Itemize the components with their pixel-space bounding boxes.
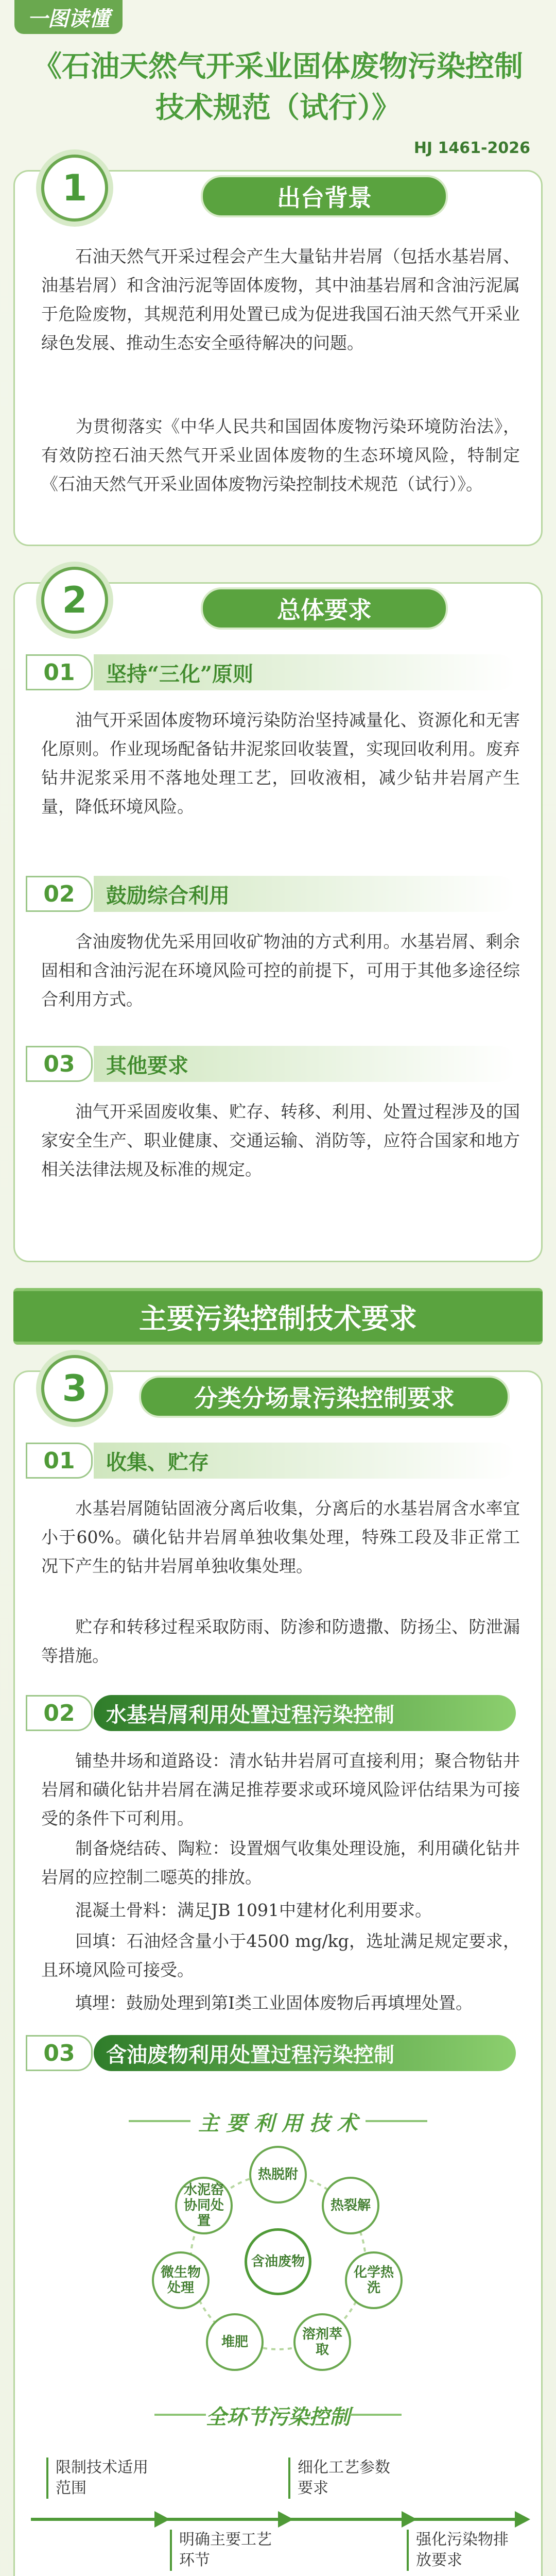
item-3-1-number: 01	[26, 1443, 93, 1479]
item-3-2-number: 02	[26, 1695, 93, 1731]
flow-title-line-left	[154, 2414, 206, 2416]
tech-title-line-right	[366, 2120, 427, 2122]
item-3-2-text-5	[41, 1989, 520, 2018]
item-2-2-number: 02	[26, 876, 93, 912]
item-3-2-body-3: 混凝土骨料：满足JB 1091中建材化利用要求。	[75, 1900, 432, 1920]
section-3-number: 3	[41, 1355, 108, 1422]
section-1-text-1: 石油天然气开采过程会产生大量钻井岩屑（包括水基岩屑、油基岩屑）和含油污泥等固体废物，其中油基岩屑和含油污泥属于危险废物，其规范利用处置已成为促进我国石油天然气开采业绿色发展、推动生态安全亟待解决的问题。	[41, 246, 520, 353]
flow-step-3: 细化工艺参数要求	[288, 2458, 391, 2499]
tech-circle-2: 热裂解	[322, 2177, 379, 2234]
item-2-3-title: 其他要求	[94, 1046, 516, 1082]
item-3-3-title: 含油废物利用处置过程污染控制	[94, 2035, 516, 2071]
title-line-2: 技术规范（试行）》	[155, 91, 401, 125]
section-2-number: 2	[41, 567, 108, 634]
item-3-1-body-1: 水基岩屑随钻固液分离后收集，分离后的水基岩屑含水率宜小于60%。磺化钻井岩屑单独收集处理，特殊工段及非正常工况下产生的钻井岩屑单独收集处理。	[41, 1498, 520, 1576]
item-2-1-number: 01	[26, 654, 93, 690]
flow-title: 全环节污染控制	[206, 2405, 350, 2429]
item-3-2-body-2: 制备烧结砖、陶粒：设置烟气收集处理设施，利用磺化钻井岩屑的应控制二噁英的排放。	[41, 1838, 520, 1887]
section-1-text-2: 为贯彻落实《中华人民共和国固体废物污染环境防治法》，有效防控石油天然气开采业固体废物的生态环境风险，特制定《石油天然气开采业固体废物污染控制技术规范（试行）》。	[41, 416, 520, 494]
item-2-3-text	[41, 1097, 520, 1184]
standard-code: HJ 1461-2026	[413, 139, 530, 157]
item-3-2-text-4	[41, 1927, 520, 1985]
item-3-1-text-2	[41, 1613, 520, 1670]
tech-circle-3: 化学热洗	[345, 2251, 403, 2309]
item-3-2-body-4: 回填：石油烃含量小于4500 mg/kg，选址满足规定要求，且环境风险可接受。	[41, 1931, 520, 1980]
tech-circle-5: 堆肥	[206, 2313, 264, 2371]
item-3-2-body-5: 填埋：鼓励处理到第Ⅰ类工业固体废物后再填埋处置。	[75, 1993, 473, 2013]
tech-circle-1: 热脱附	[249, 2146, 307, 2204]
item-2-3-body: 油气开采固废收集、贮存、转移、利用、处置过程涉及的国家安全生产、职业健康、交通运输、消防等，应符合国家和地方相关法律法规及标准的规定。	[41, 1101, 520, 1179]
title-line-1: 《石油天然气开采业固体废物污染控制	[33, 50, 523, 83]
item-2-2-title: 鼓励综合利用	[94, 876, 516, 912]
flow-step-2: 明确主要工艺环节	[170, 2530, 273, 2571]
section-1-title: 出台背景	[201, 175, 448, 217]
tech-circle-4: 溶剂萃取	[293, 2313, 351, 2371]
section-1-para-1	[41, 242, 520, 358]
item-3-2-text-3	[41, 1896, 520, 1925]
section-2-title: 总体要求	[201, 587, 448, 630]
item-3-2-body-1: 铺垫井场和道路设：清水钻井岩屑可直接利用；聚合物钻井岩屑和磺化钻井岩屑在满足推荐要求或环境风险评估结果为可接受的条件下可利用。	[41, 1751, 520, 1828]
flow-title-line-right	[350, 2414, 402, 2416]
item-3-2-title: 水基岩屑利用处置过程污染控制	[94, 1695, 516, 1731]
section-1-number: 1	[41, 155, 108, 222]
tech-title-line-left	[129, 2120, 190, 2122]
item-3-1-title: 收集、贮存	[94, 1443, 516, 1479]
item-3-1-text-1	[41, 1494, 520, 1581]
section-3-title: 分类分场景污染控制要求	[139, 1376, 510, 1418]
section-1-para-2	[41, 412, 520, 499]
item-2-1-title: 坚持“三化”原则	[94, 654, 516, 690]
item-3-2-text-2	[41, 1834, 520, 1892]
item-3-3-number: 03	[26, 2035, 93, 2071]
flow-step-4: 强化污染物排放要求	[407, 2530, 510, 2571]
item-2-2-text	[41, 927, 520, 1014]
item-3-1-body-2: 贮存和转移过程采取防雨、防渗和防遗撒、防扬尘、防泄漏等措施。	[41, 1617, 520, 1666]
tech-title: 主 要 利 用 技 术	[198, 2112, 358, 2136]
header-tag: 一图读懂	[14, 0, 123, 34]
flow-step-1: 限制技术适用范围	[46, 2458, 149, 2499]
center-circle: 含油废物	[245, 2228, 311, 2295]
item-2-1-text	[41, 706, 520, 821]
item-2-1-body: 油气开采固体废物环境污染防治坚持减量化、资源化和无害化原则。作业现场配备钻井泥浆回收装置，实现回收利用。废弃钻井泥浆采用不落地处理工艺，回收液相，减少钻井岩屑产生量，降低环境风险。	[41, 710, 520, 817]
page-title	[31, 46, 525, 129]
tech-circle-6: 微生物处理	[152, 2251, 210, 2309]
item-2-3-number: 03	[26, 1046, 93, 1082]
section-banner: 主要污染控制技术要求	[13, 1288, 543, 1345]
item-2-2-body: 含油废物优先采用回收矿物油的方式利用。水基岩屑、剩余固相和含油污泥在环境风险可控的前提下，可用于其他多途径综合利用方式。	[41, 931, 520, 1009]
tech-circle-7: 水泥窑协同处置	[175, 2177, 233, 2234]
item-3-2-text-1	[41, 1747, 520, 1833]
